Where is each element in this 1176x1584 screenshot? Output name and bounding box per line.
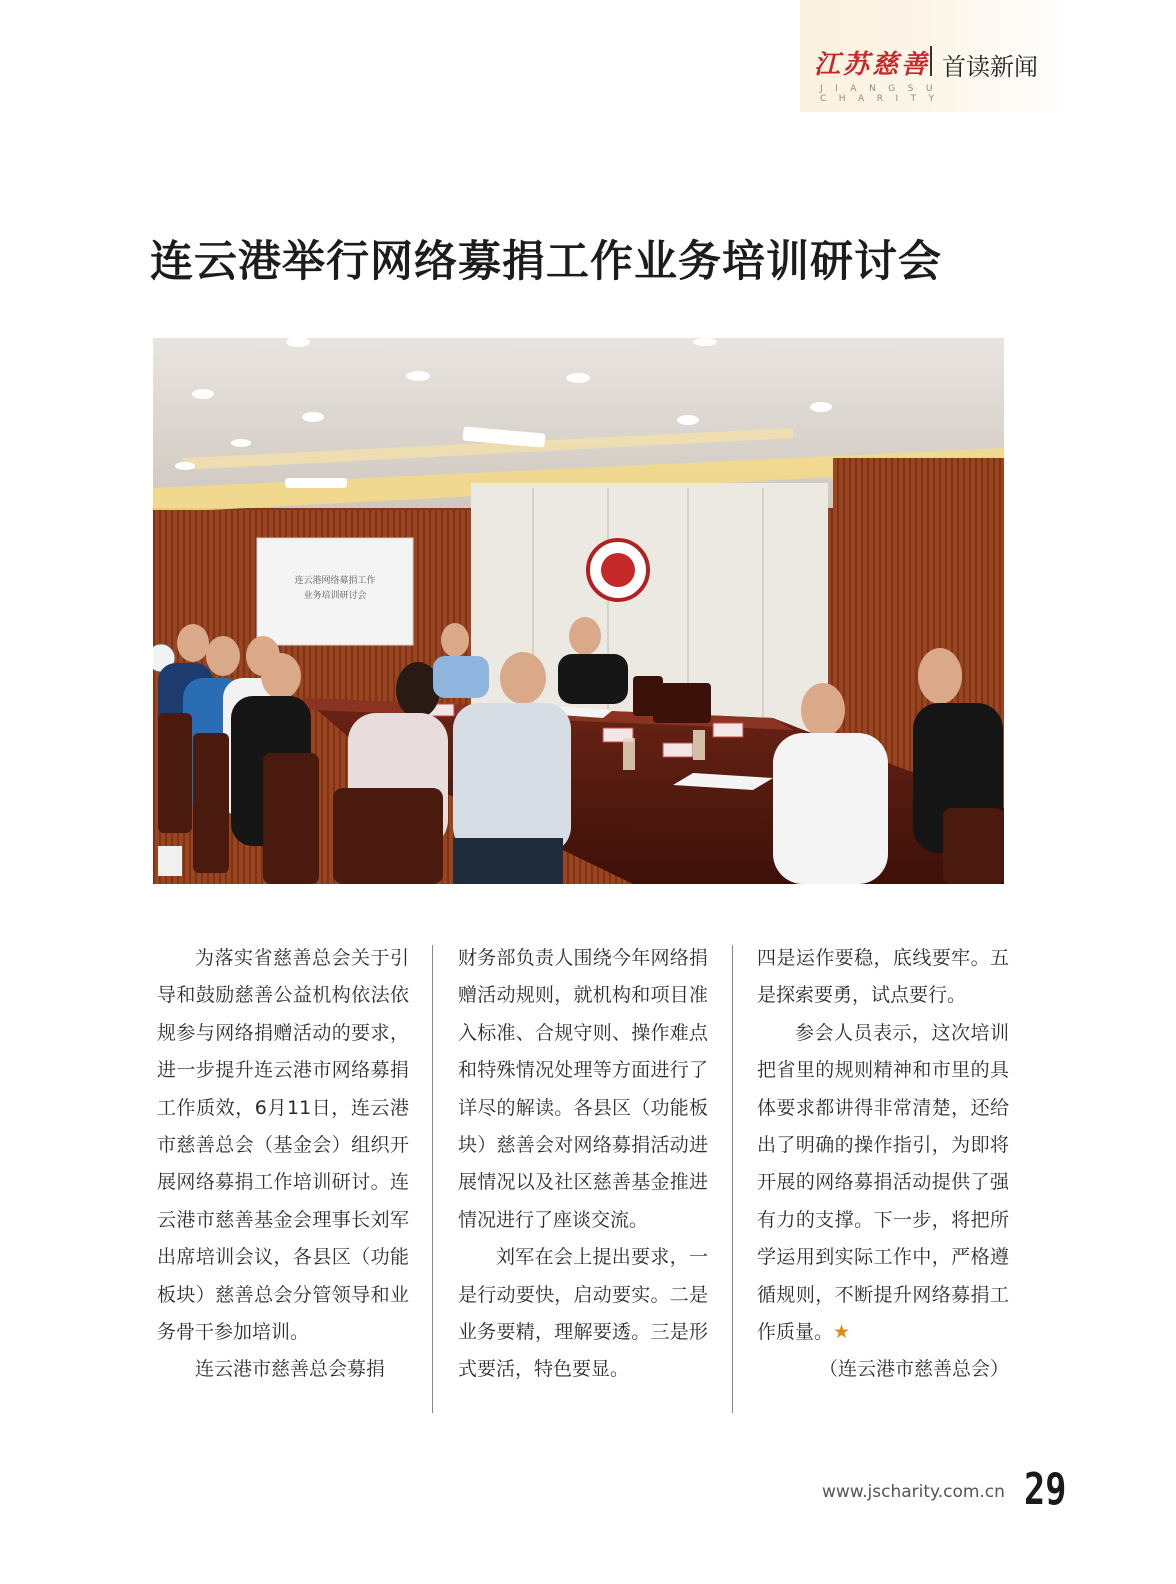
screen-text-2: 业务培训研讨会 [303,591,367,601]
page-number: 29 [1024,1464,1067,1515]
article-credit: （连云港市慈善总会） [818,1358,1009,1381]
brand-logo-text: 江苏慈善 [814,50,931,80]
header-badge [800,0,1068,112]
paragraph: 连云港市慈善总会募捐 [195,1358,386,1381]
meeting-photo [153,338,1004,884]
screen-text-1: 连云港网络募捐工作 [294,576,376,586]
paragraph: 为落实省慈善总会关于引导和鼓励慈善公益机构依法依规参与网络捐赠活动的要求，进一步提升连云港市网络募捐工作质效，6月11日，连云港市慈善总会（基金会）组织开展网络募捐工作培训研讨。连云港市慈善基金会理事长刘军出席培训会议，各县区（功能板块）慈善总会分管领导和业务骨干参加培训。 [157,947,409,1344]
header-divider [930,46,932,76]
article-column-3 [757,940,1009,1389]
column-divider-2 [732,945,733,1413]
brand-english: JIANGSU CHARITY [820,84,947,104]
website-url: www.jscharity.com.cn [822,1482,1005,1502]
article-column-1 [157,940,409,1389]
article-title: 连云港举行网络募捐工作业务培训研讨会 [150,237,942,287]
column-divider-1 [432,945,433,1413]
paragraph-text: 参会人员表示，这次培训把省里的规则精神和市里的具体要求都讲得非常清楚，还给出了明确的操作指引，为即将开展的网络募捐活动提供了强有力的支撑。下一步，将把所学运用到实际工作中，严格遵循规则，不断提升网络募捐工作质量。 [757,1021,1009,1344]
section-name: 首读新闻 [942,53,1038,81]
paragraph-with-end-mark [757,1015,1009,1352]
end-star-icon: ★ [833,1321,851,1344]
article-column-2 [458,940,708,1389]
paragraph: 四是运作要稳，底线要牢。五是探索要勇，试点要行。 [757,947,1009,1007]
paragraph: 刘军在会上提出要求，一是行动要快，启动要实。二是业务要精，理解要透。三是形式要活，特色要显。 [458,1246,708,1381]
paragraph: 财务部负责人围绕今年网络捐赠活动规则，就机构和项目准入标准、合规守则、操作难点和特殊情况处理等方面进行了详尽的解读。各县区（功能板块）慈善会对网络募捐活动进展情况以及社区慈善基金推进情况进行了座谈交流。 [458,947,708,1231]
